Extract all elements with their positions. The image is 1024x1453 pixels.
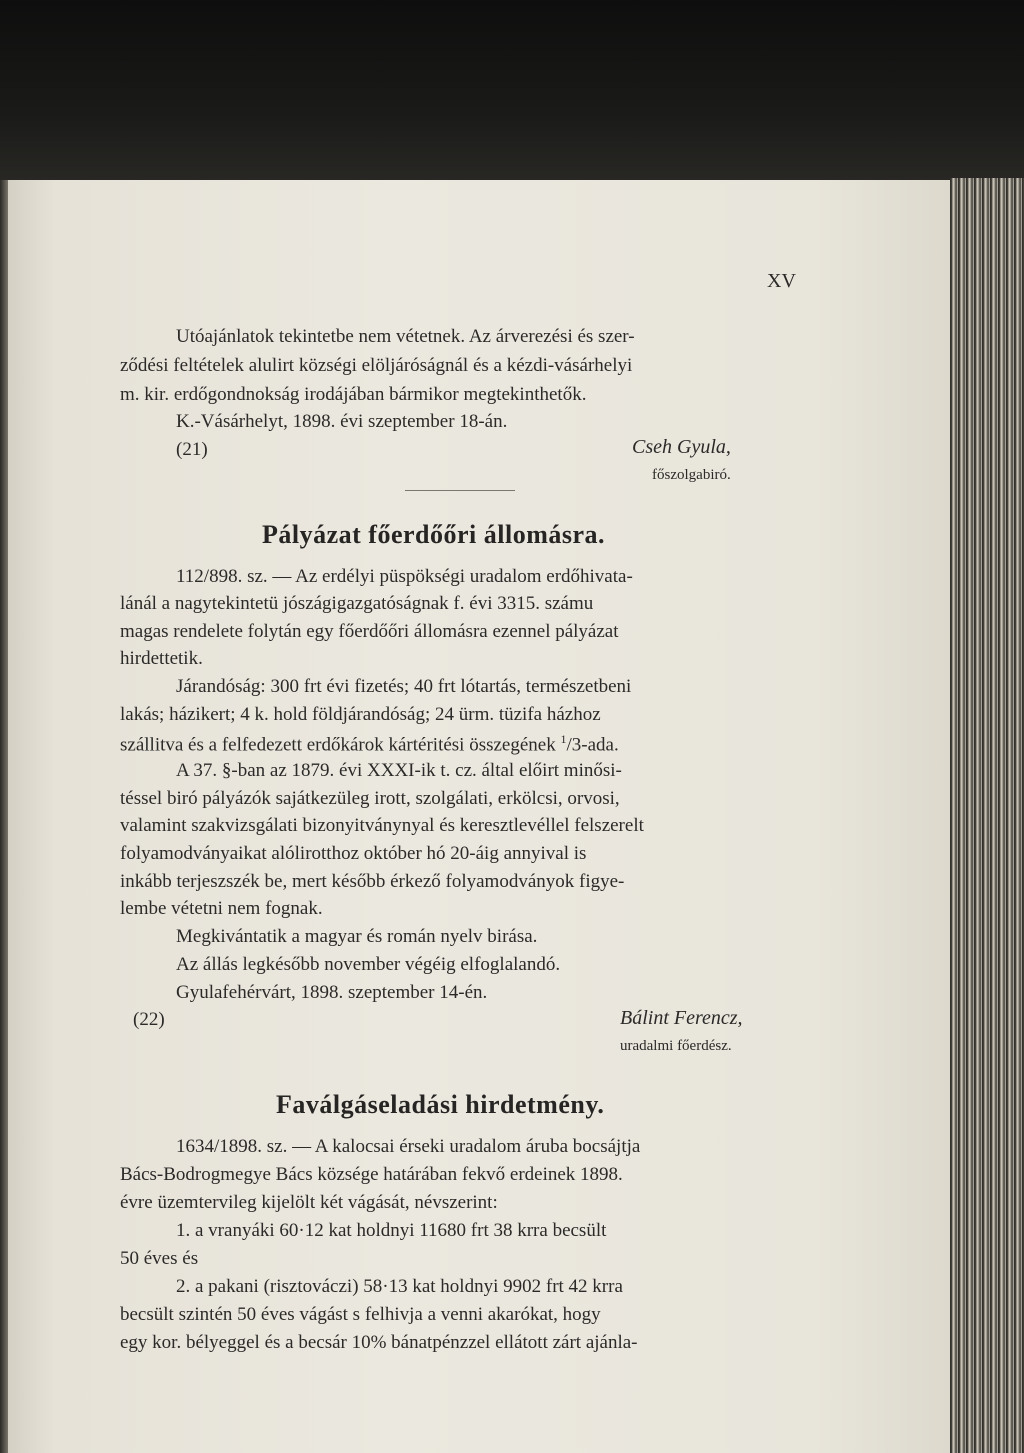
text-line: 50 éves és	[120, 1248, 199, 1269]
text-line: téssel biró pályázók sajátkezüleg irott, szolgálati, erkölcsi, orvosi,	[120, 788, 620, 809]
text-line: valamint szakvizsgálati bizonyitványnyal és keresztlevéllel felszerelt	[120, 815, 644, 836]
text-line: inkább terjeszszék be, mert később érkező folyamodványok figye-	[120, 871, 625, 892]
text-line: Megkivántatik a magyar és román nyelv birása.	[176, 926, 538, 947]
page-number: XV	[767, 270, 796, 292]
text-line: Az állás legkésőbb november végéig elfoglalandó.	[176, 954, 561, 975]
text-line: K.-Vásárhelyt, 1898. évi szeptember 18-án.	[176, 411, 508, 432]
text-line: m. kir. erdőgondnokság irodájában bármikor megtekinthetők.	[120, 384, 587, 405]
text-line: 2. a pakani (risztováczi) 58·13 kat holdnyi 9902 frt 42 krra	[176, 1276, 623, 1297]
text-line: Utóajánlatok tekintetbe nem vétetnek. Az árverezési és szer-	[176, 326, 635, 347]
section-heading: Pályázat főerdőőri állomásra.	[262, 520, 606, 549]
text-line	[120, 732, 619, 756]
section-divider	[405, 490, 515, 491]
text-fragment: szállitva és a felfedezett erdőkárok kártéritési összegének	[120, 734, 556, 756]
signature-name: Cseh Gyula,	[632, 436, 731, 458]
fraction-rest: /3-ada.	[566, 734, 619, 756]
notice-number: (21)	[176, 439, 208, 460]
text-line: lembe vétetni nem fognak.	[120, 898, 323, 919]
text-line: folyamodványaikat alólirotthoz október hó 20-áig annyival is	[120, 843, 587, 864]
text-line: Gyulafehérvárt, 1898. szeptember 14-én.	[176, 982, 488, 1003]
text-line: Járandóság: 300 frt évi fizetés; 40 frt lótartás, természetbeni	[176, 676, 632, 697]
text-line: 1634/1898. sz. — A kalocsai érseki uradalom áruba bocsájtja	[176, 1136, 641, 1157]
signature-title: főszolgabiró.	[652, 467, 731, 483]
section-heading: Faválgáseladási hirdetmény.	[276, 1090, 605, 1119]
text-line: becsült szintén 50 éves vágást s felhivja a venni akarókat, hogy	[120, 1304, 601, 1325]
notice-number: (22)	[133, 1009, 165, 1030]
text-line: egy kor. bélyeggel és a becsár 10% bánatpénzzel ellátott zárt ajánla-	[120, 1332, 638, 1353]
text-line: hirdettetik.	[120, 648, 203, 669]
text-line: évre üzemtervileg kijelölt két vágását, névszerint:	[120, 1192, 498, 1213]
background-shadow	[0, 0, 1024, 190]
text-line: 1. a vranyáki 60·12 kat holdnyi 11680 frt 38 krra becsült	[176, 1220, 607, 1241]
signature-title: uradalmi főerdész.	[620, 1038, 732, 1054]
text-line: A 37. §-ban az 1879. évi XXXI-ik t. cz. által előirt minősi-	[176, 760, 622, 781]
book-page-edges	[950, 178, 1024, 1453]
text-line: lánál a nagytekintetü jószágigazgatóságnak f. évi 3315. számu	[120, 593, 594, 614]
text-line: Bács-Bodrogmegye Bács községe határában fekvő erdeinek 1898.	[120, 1164, 623, 1185]
text-line: 112/898. sz. — Az erdélyi püspökségi uradalom erdőhivata-	[176, 566, 633, 587]
text-line: ződési feltételek alulirt községi elöljáróságnál és a kézdi-vásárhelyi	[120, 355, 633, 376]
text-line: magas rendelete folytán egy főerdőőri állomásra ezennel pályázat	[120, 621, 619, 642]
signature-name: Bálint Ferencz,	[620, 1007, 743, 1029]
fraction-numerator: 1	[560, 732, 567, 746]
text-line: lakás; házikert; 4 k. hold földjárandóság; 24 ürm. tüzifa házhoz	[120, 704, 601, 725]
